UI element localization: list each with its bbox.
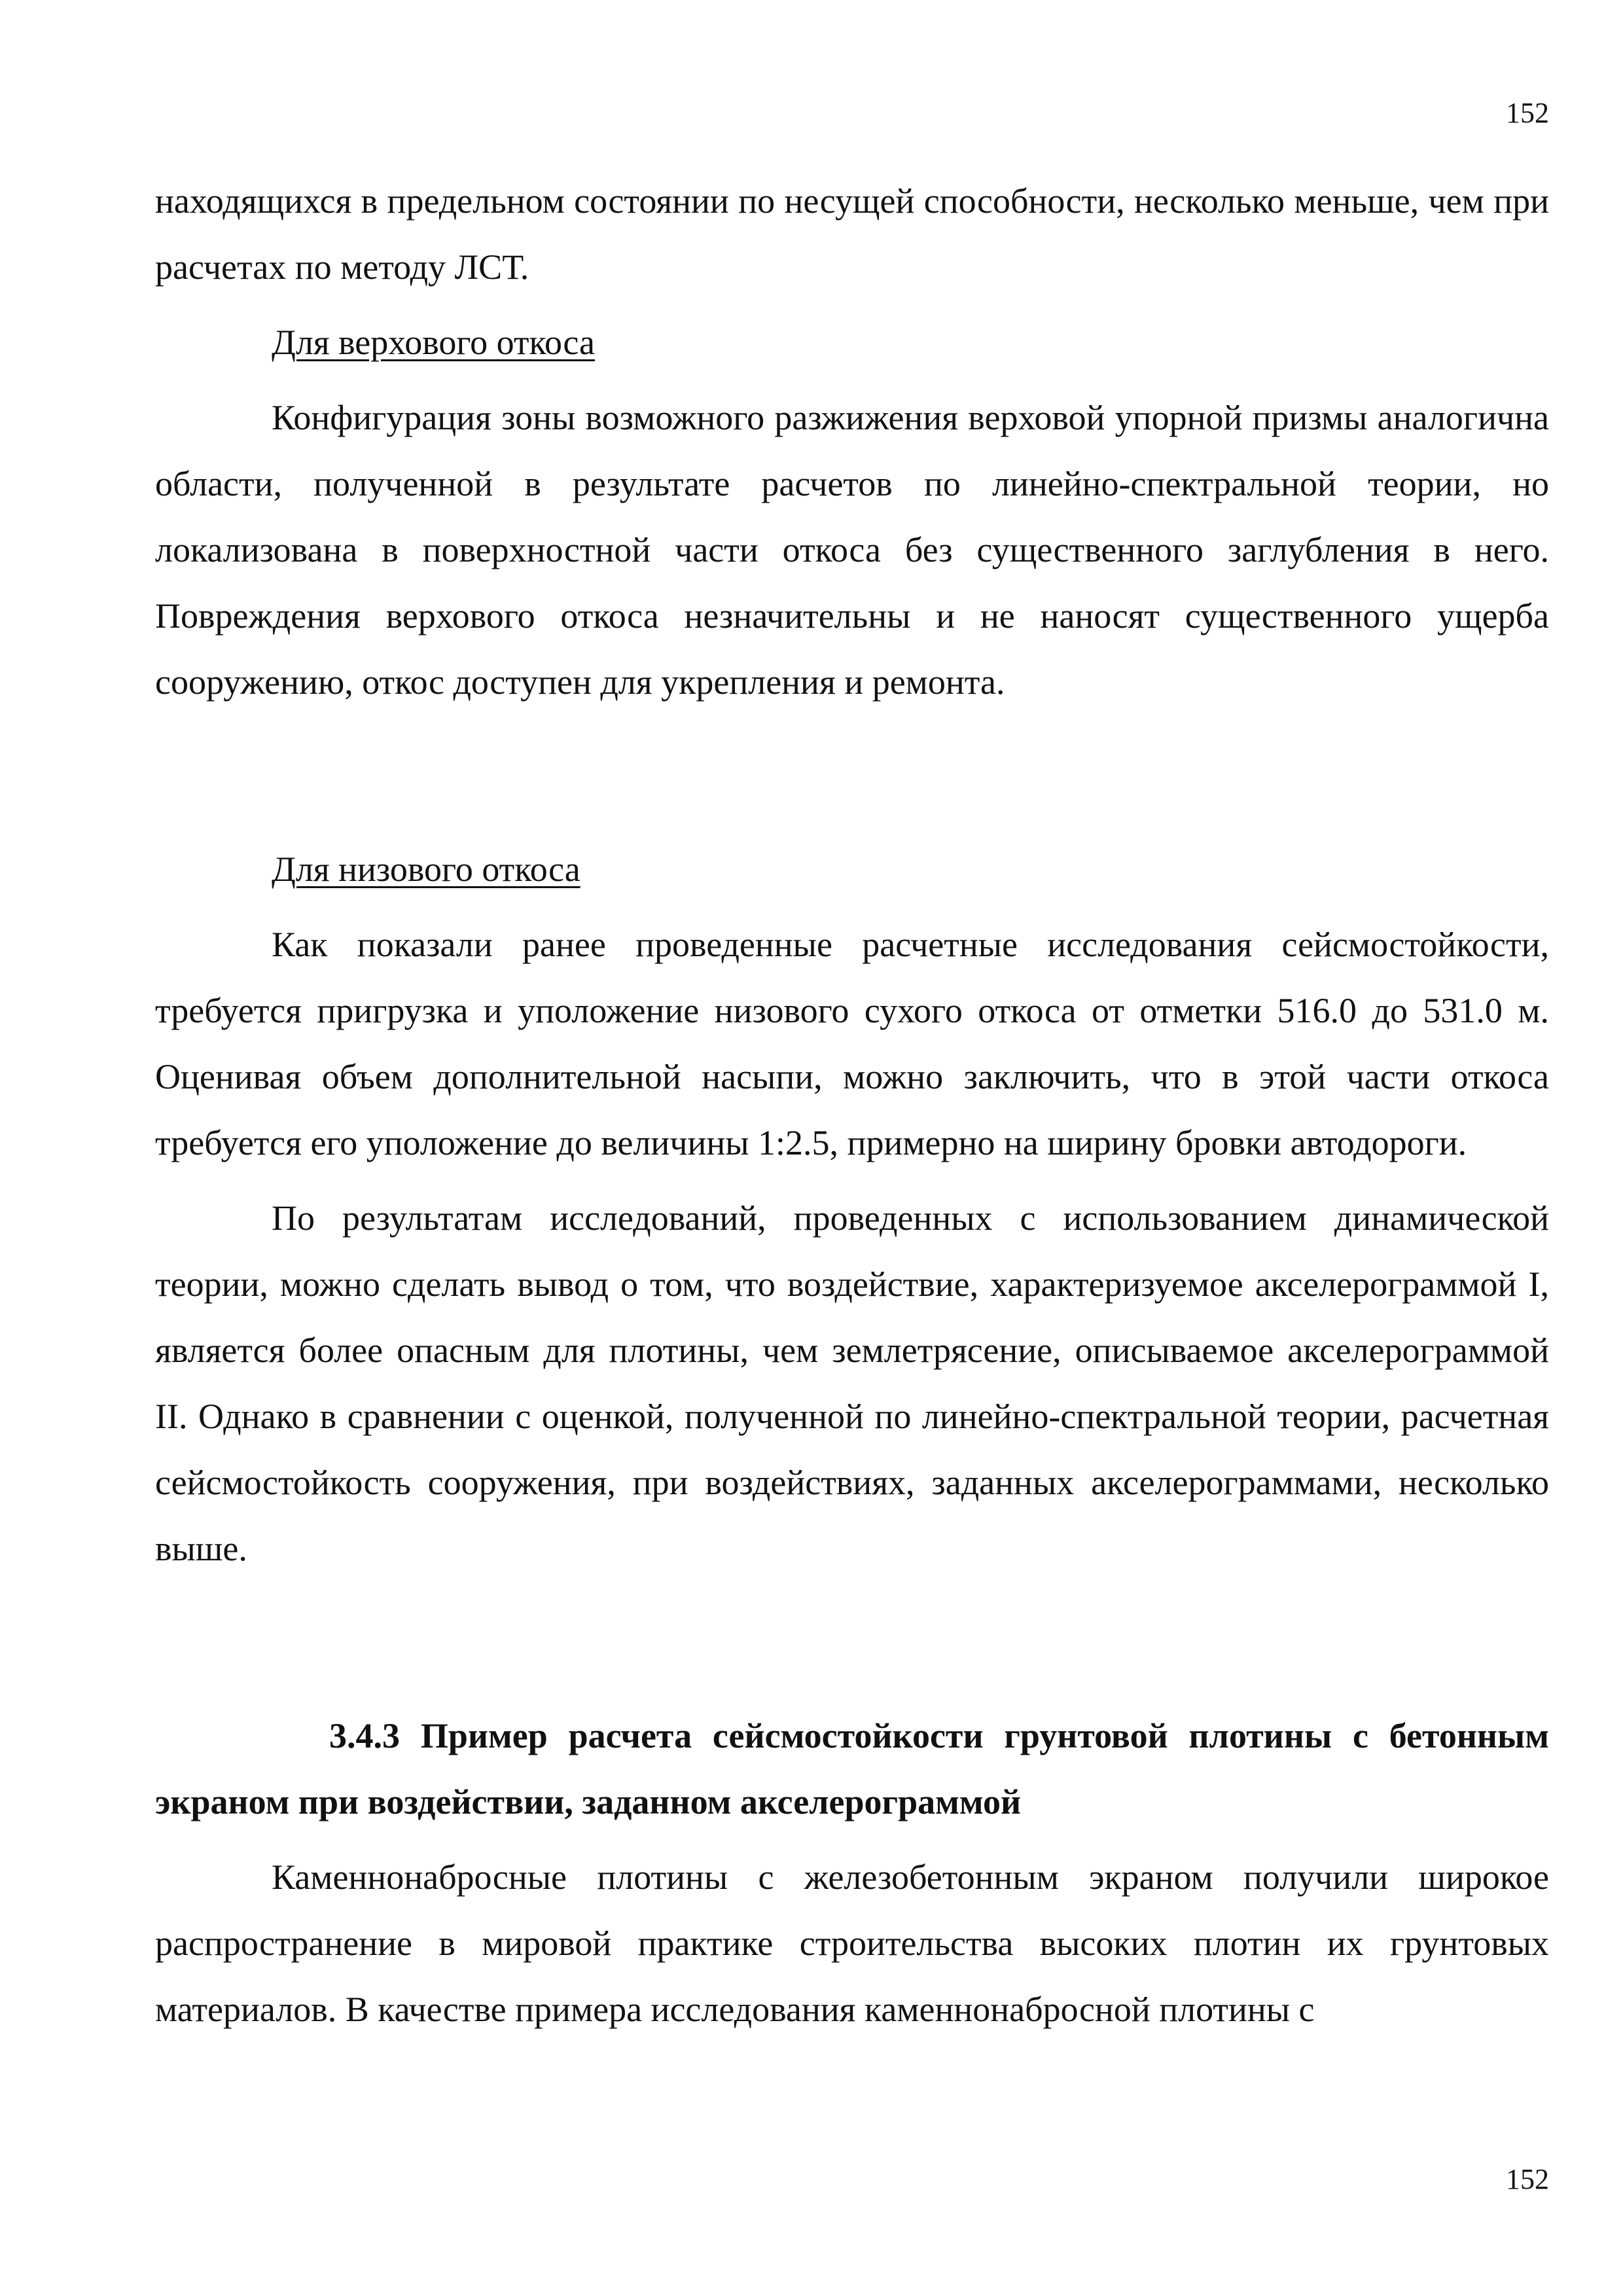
section-heading: 3.4.3 Пример расчета сейсмостойкости грунтовой плотины с бетонным экраном при воздействии, заданном акселерограммой (155, 1716, 1549, 1821)
paragraph-downstream-slope: Как показали ранее проведенные расчетные исследования сейсмостойкости, требуется пригрузка и уположение низового сухого откоса от отметки 516.0 до 531.0 м. Оценивая объем дополнительной насыпи, можно заключить, что в этой части откоса требуется его уположение до величины 1:2.5, примерно на ширину бровки автодороги. (155, 925, 1549, 1162)
page-number-bottom: 152 (1506, 2163, 1549, 2195)
subheading-downstream-slope: Для низового откоса (272, 850, 580, 889)
paragraph-upstream-slope: Конфигурация зоны возможного разжижения верховой упорной призмы аналогична области, полученной в результате расчетов по линейно-спектральной теории, но локализована в поверхностной части откоса без существенного заглубления в него. Повреждения верхового откоса незначительны и не наносят существенного ущерба сооружению, откос доступен для укрепления и ремонта. (155, 398, 1549, 702)
paragraph-results: По результатам исследований, проведенных с использованием динамической теории, можно сделать вывод о том, что воздействие, характеризуемое акселерограммой I, является более опасным для плотины, чем землетрясение, описываемое акселерограммой II. Однако в сравнении с оценкой, полученной по линейно-спектральной теории, расчетная сейсмостойкость сооружения, при воздействиях, заданных акселерограммами, несколько выше. (155, 1198, 1549, 1568)
paragraph-example: Каменнонабросные плотины с железобетонным экраном получили широкое распространение в мировой практике строительства высоких плотин их грунтовых материалов. В качестве примера исследования каменнонабросной плотины с (155, 1857, 1549, 2029)
document-body (155, 168, 1549, 2043)
page-number-top: 152 (1506, 97, 1549, 129)
subheading-upstream-slope: Для верхового откоса (272, 323, 595, 362)
paragraph-intro: находящихся в предельном состоянии по несущей способности, несколько меньше, чем при расчетах по методу ЛСТ. (155, 181, 1549, 287)
